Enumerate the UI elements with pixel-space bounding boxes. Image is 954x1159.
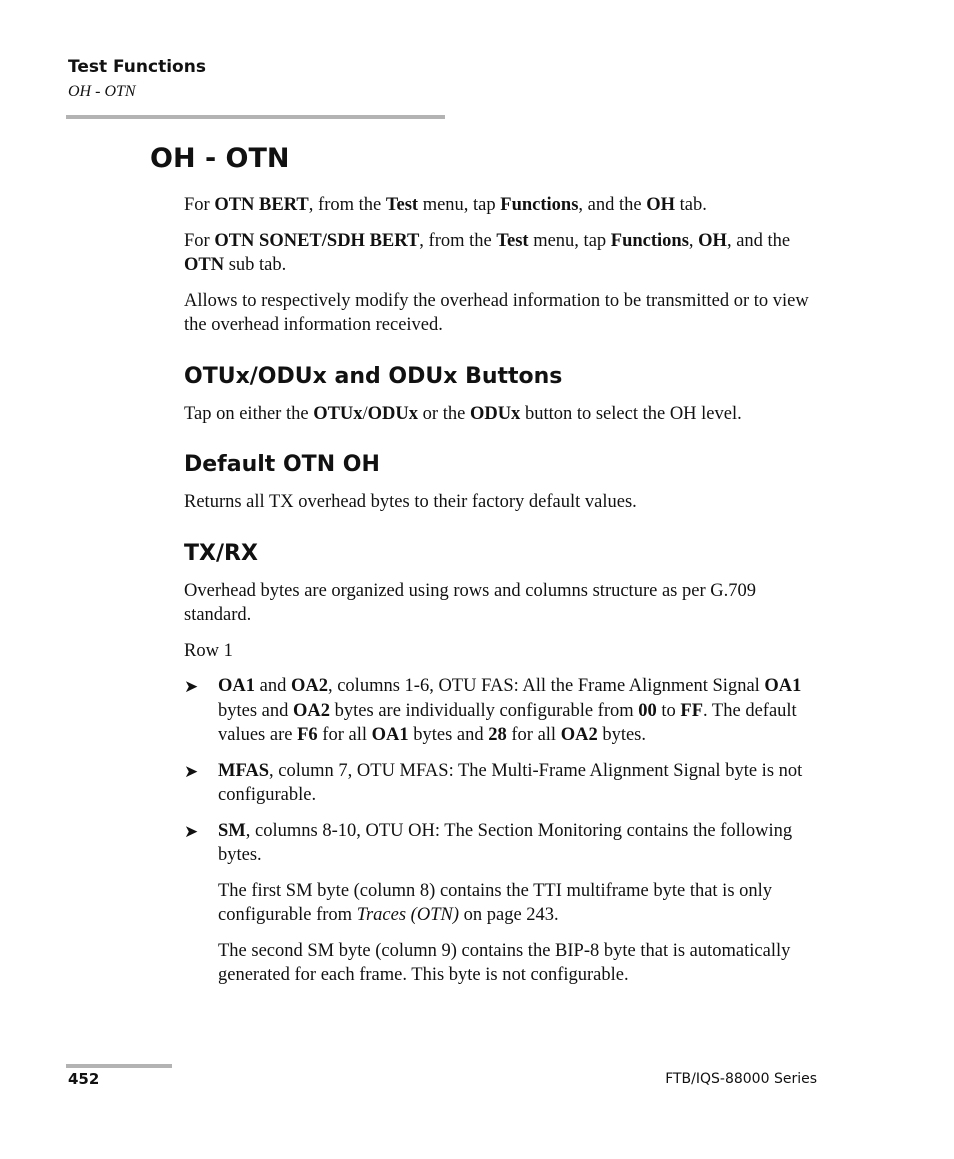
default-paragraph: Returns all TX overhead bytes to their factory default values. — [184, 492, 637, 512]
list-item-sm: ➤ SM, columns 8-10, OTU OH: The Section Monitoring contains the following bytes. — [184, 820, 793, 865]
row-label: Row 1 — [184, 640, 233, 661]
section-heading-buttons: OTUx/ODUx and ODUx Buttons — [184, 363, 563, 389]
section-heading-txrx: TX/RX — [184, 540, 258, 566]
list-item-mfas: ➤ MFAS, column 7, OTU MFAS: The Multi-Frame Alignment Signal byte is not configurable. — [184, 760, 803, 805]
arrow-bullet-icon: ➤ — [184, 761, 199, 781]
cross-reference-link[interactable]: Traces (OTN) — [356, 905, 459, 925]
header-divider — [66, 115, 445, 119]
list-item-oa: ➤ OA1 and OA2, columns 1-6, OTU FAS: All the Frame Alignment Signal OA1 bytes and OA2 bytes are individually configurable from 00 to FF. The default values are F6 for all OA1 bytes and 28 for all OA2 bytes. — [184, 676, 802, 745]
section-heading-default: Default OTN OH — [184, 452, 380, 477]
page-title: OH - OTN — [150, 143, 290, 174]
arrow-bullet-icon: ➤ — [184, 677, 199, 696]
page-number: 452 — [68, 1070, 100, 1088]
running-header-subtitle: OH - OTN — [68, 83, 136, 100]
intro-paragraph-otn-bert: For OTN BERT, from the Test menu, tap Functions, and the OH tab. — [184, 195, 707, 215]
running-header-title: Test Functions — [68, 57, 206, 77]
product-series: FTB/IQS-88000 Series — [665, 1071, 817, 1087]
running-header — [68, 57, 206, 101]
page-body — [184, 193, 824, 999]
arrow-bullet-icon: ➤ — [184, 821, 199, 841]
buttons-paragraph: Tap on either the OTUx/ODUx or the ODUx button to select the OH level. — [184, 403, 742, 424]
intro-paragraph-description: Allows to respectively modify the overhead information to be transmitted or to view the overhead information received. — [184, 290, 809, 335]
footer-divider — [66, 1064, 172, 1068]
sm-second-byte-paragraph: The second SM byte (column 9) contains the BIP-8 byte that is automatically generated for each frame. This byte is not configurable. — [218, 940, 791, 985]
sm-first-byte-paragraph: The first SM byte (column 8) contains the TTI multiframe byte that is only configurable from Traces (OTN) on page 243. — [218, 880, 773, 925]
intro-paragraph-sonet-sdh: For OTN SONET/SDH BERT, from the Test menu, tap Functions, OH, and the OTN sub tab. — [184, 230, 791, 275]
txrx-paragraph: Overhead bytes are organized using rows and columns structure as per G.709 standard. — [184, 580, 756, 625]
